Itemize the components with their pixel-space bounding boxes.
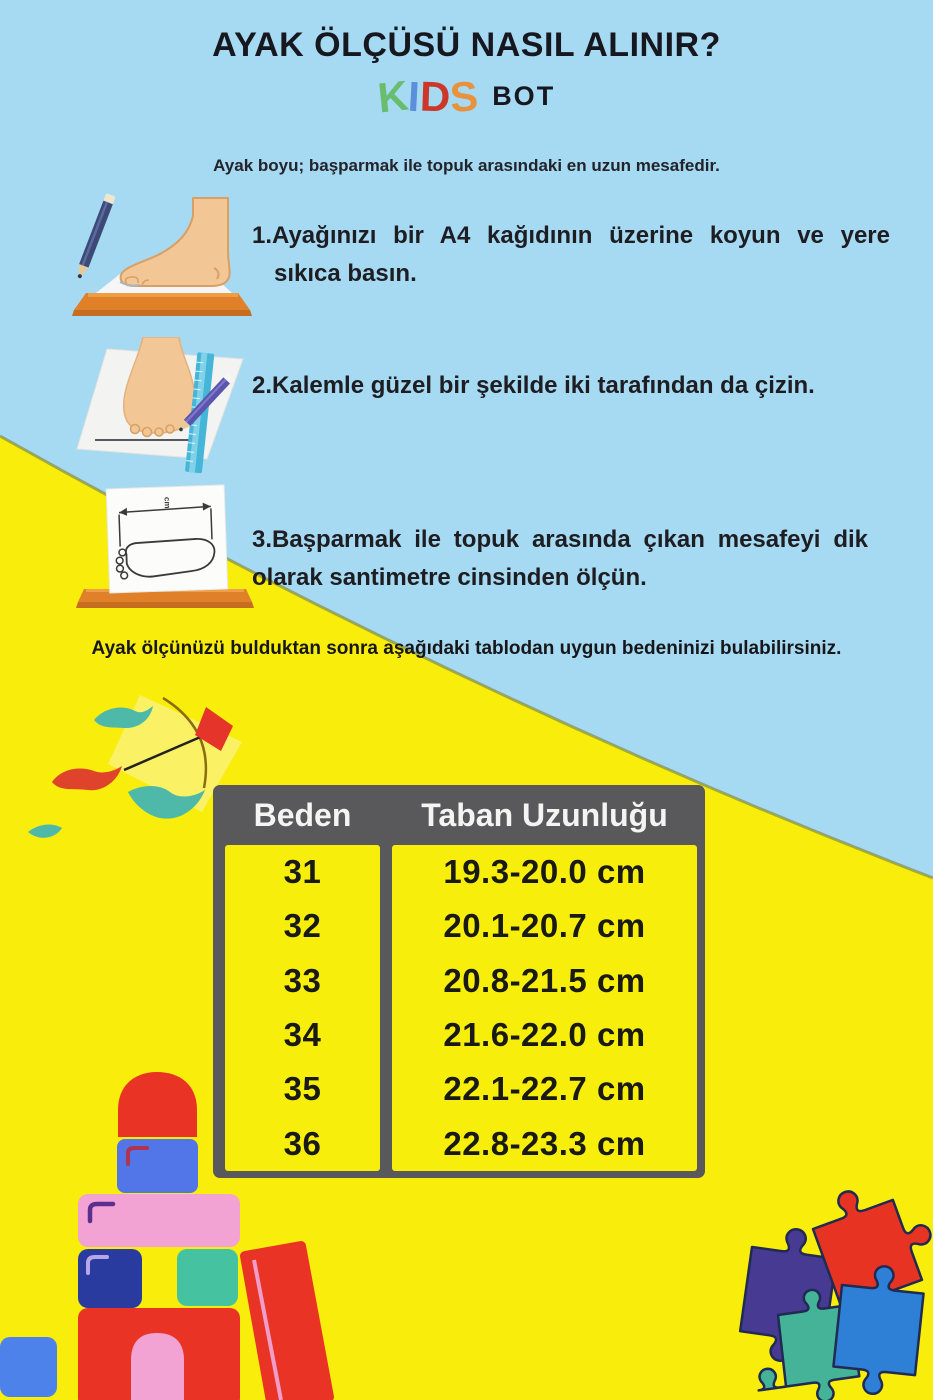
step-3-text: 3.Başparmak ile topuk arasında çıkan mesafeyi dik olarak santimetre cinsinden ölçün. <box>252 526 868 591</box>
page-title: AYAK ÖLÇÜSÜ NASIL ALINIR? <box>212 26 721 64</box>
size-cell: 32 <box>283 907 322 945</box>
step2-illustration-foot-ruler-icon <box>55 337 255 477</box>
step3-illustration-outline-measure-icon <box>70 481 260 616</box>
sole-length-cell: 22.8-23.3 cm <box>443 1124 646 1162</box>
column-header-sole-length: Taban Uzunluğu <box>421 796 668 833</box>
sole-length-cell: 22.1-22.7 cm <box>443 1070 646 1108</box>
building-blocks-illustration <box>0 1060 345 1400</box>
sole-length-cell: 20.8-21.5 cm <box>443 961 646 999</box>
sole-length-column <box>392 845 697 1171</box>
sole-length-cell: 19.3-20.0 cm <box>443 853 646 891</box>
size-table-intro-text: Ayak ölçünüzü bulduktan sonra aşağıdaki tablodan uygun bedeninizi bulabilirsiniz. <box>91 638 842 659</box>
column-header-size: Beden <box>253 796 352 833</box>
sole-length-cell: 20.1-20.7 cm <box>443 907 646 945</box>
size-cell: 35 <box>283 1070 322 1108</box>
pencil-icon <box>74 193 116 281</box>
cm-unit-label: cm <box>162 496 172 509</box>
brand-suffix: BOT <box>492 81 556 111</box>
size-cell: 33 <box>283 961 322 999</box>
size-cell: 36 <box>283 1124 322 1162</box>
brand-logo <box>0 71 933 122</box>
brand-letter-s: S <box>448 72 480 121</box>
brand-letter-k: K <box>375 71 411 122</box>
puzzle-pieces-illustration <box>738 1185 933 1400</box>
brand-letter-i: I <box>406 72 422 121</box>
step-1-text: 1.Ayağınızı bir A4 kağıdının üzerine koyun ve yere sıkıca basın. <box>252 222 890 287</box>
subtitle: Ayak boyu; başparmak ile topuk arasındaki en uzun mesafedir. <box>213 156 720 175</box>
brand-letter-d: D <box>419 72 452 121</box>
size-cell: 31 <box>283 853 322 891</box>
size-table-header-row <box>213 785 705 845</box>
sole-length-cell: 21.6-22.0 cm <box>443 1016 646 1054</box>
step-2-text: 2.Kalemle güzel bir şekilde iki tarafından da çizin. <box>252 372 815 399</box>
step1-illustration-foot-pencil-icon <box>62 192 262 337</box>
size-cell: 34 <box>283 1016 322 1054</box>
